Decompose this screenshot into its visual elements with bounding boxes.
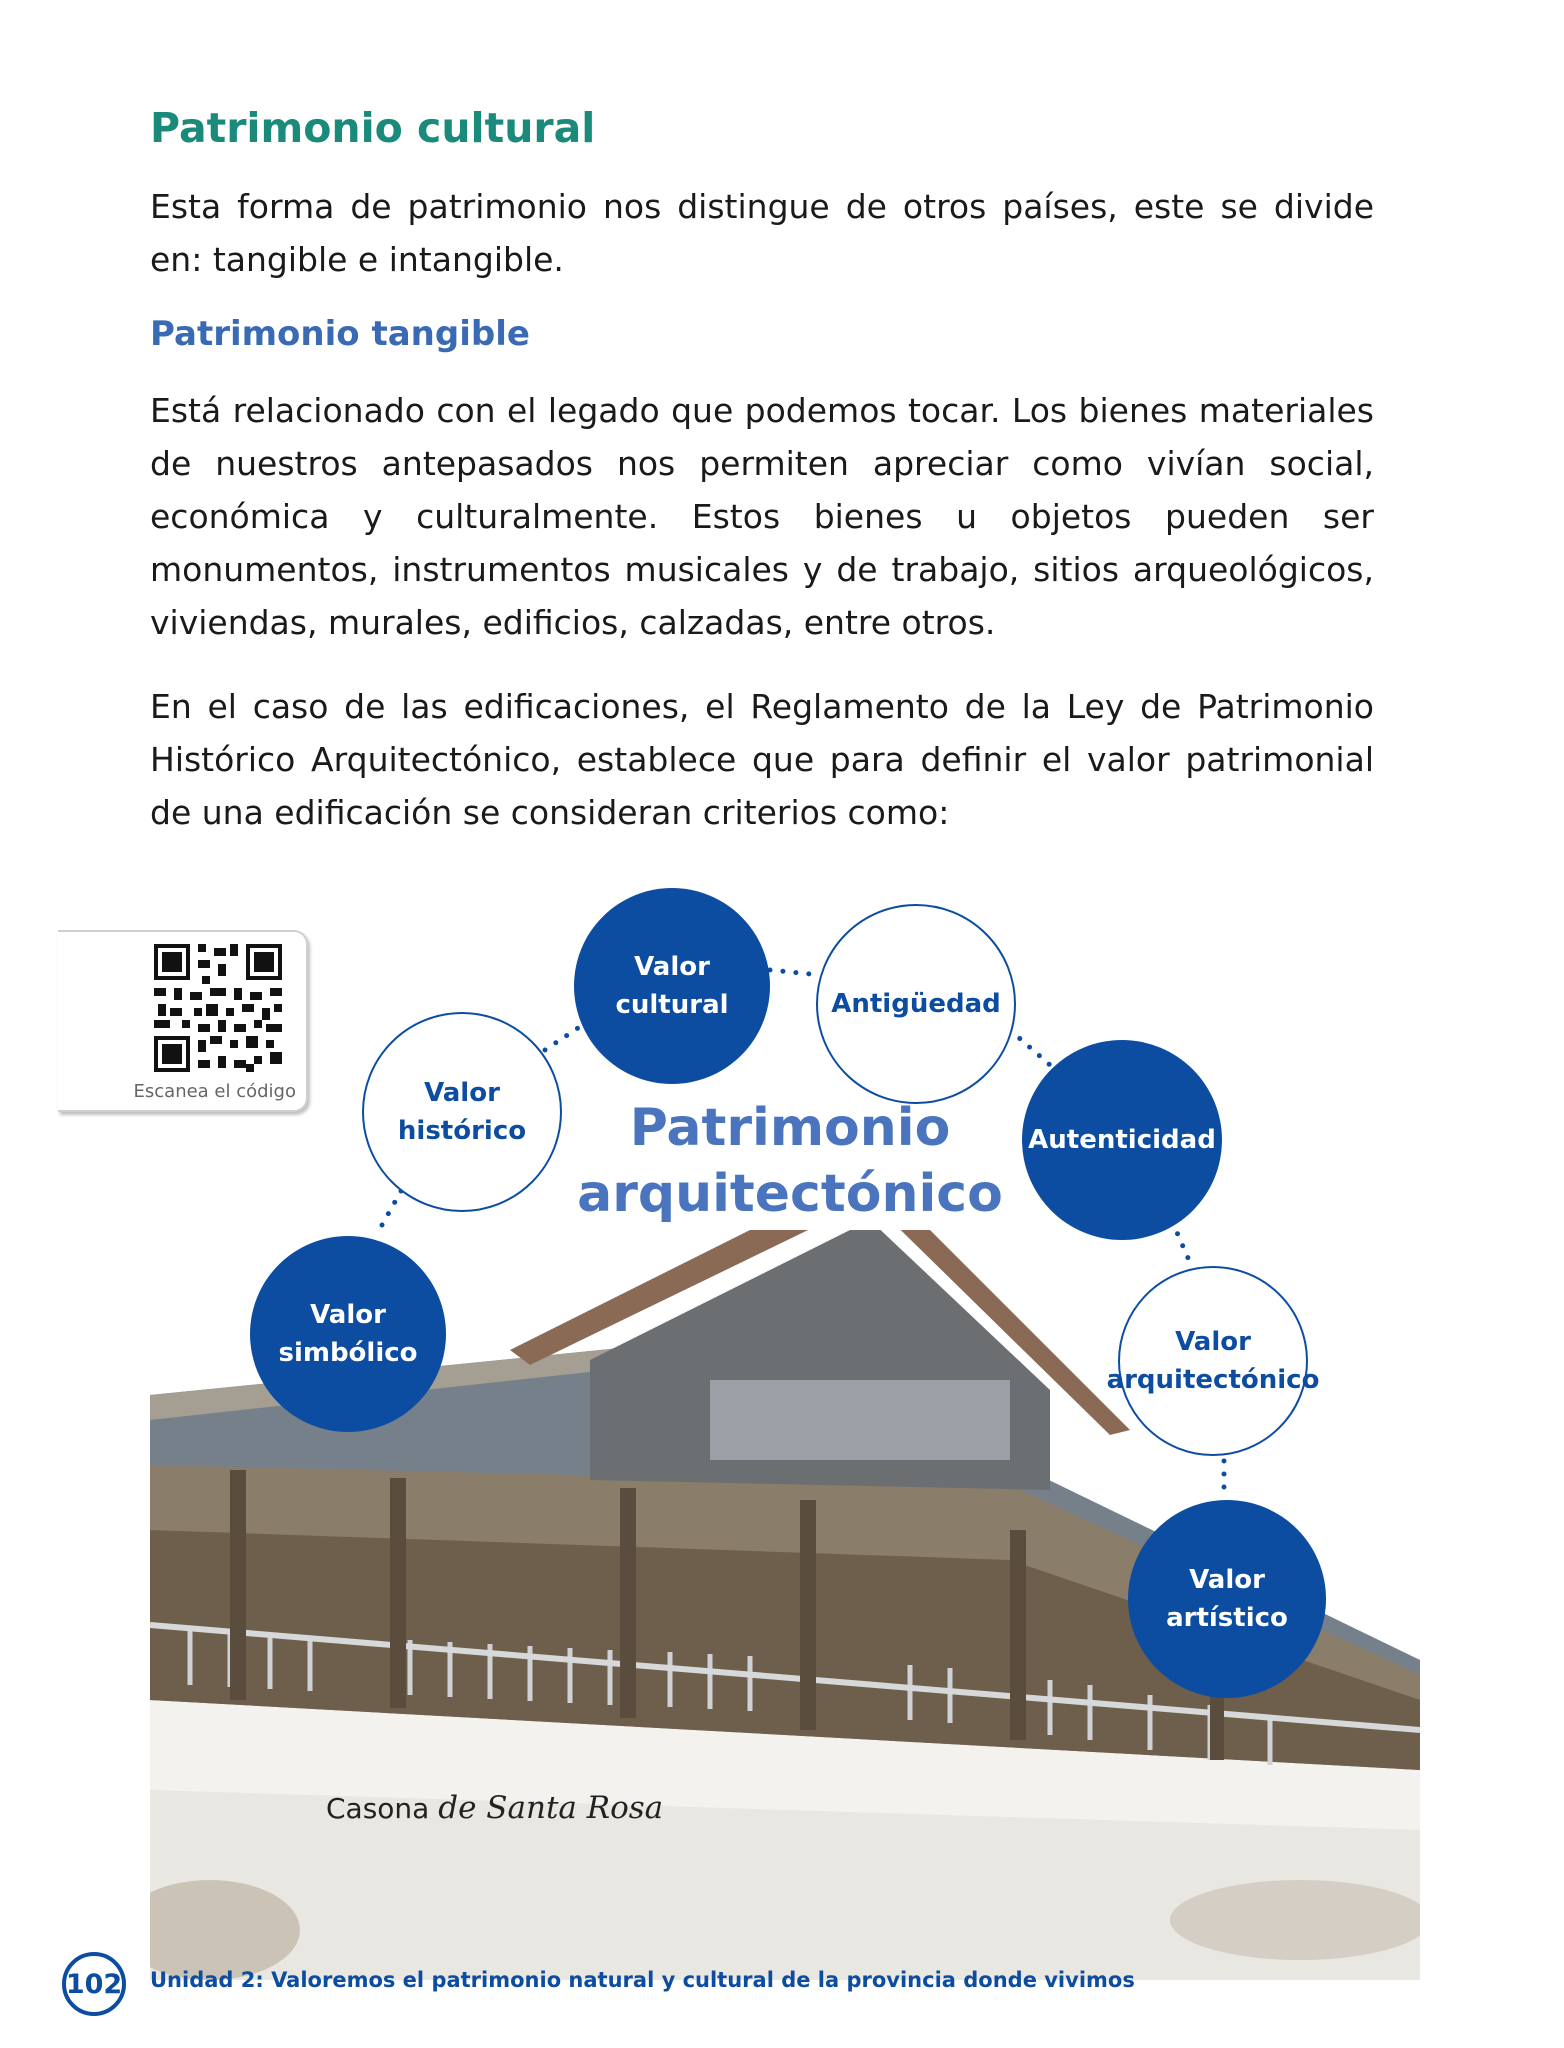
- photo-caption-italic: de Santa Rosa: [438, 1790, 664, 1826]
- criterion-valor-arquitectonico: Valor arquitectónico: [1118, 1266, 1308, 1456]
- heading-patrimonio-cultural: Patrimonio cultural: [150, 104, 596, 152]
- paragraph-tangible: Está relacionado con el legado que podemos tocar. Los bienes materiales de nuestros antepasados nos permiten apreciar como vivían social, económica y culturalmente. Estos bienes u objetos pueden ser monumentos, instrumentos musicales y de trabajo, sitios arqueológicos, viviendas, murales, edificios, calzadas, entre otros.: [150, 391, 1374, 642]
- diagram-center-title: Patrimonio arquitectónico: [577, 1098, 1003, 1224]
- photo-caption: [326, 1790, 663, 1826]
- heading-patrimonio-tangible: Patrimonio tangible: [150, 314, 530, 354]
- paragraph-edificaciones: En el caso de las edificaciones, el Reglamento de la Ley de Patrimonio Histórico Arquitectónico, establece que para definir el valor patrimonial de una edificación se consideran criterios como:: [150, 687, 1374, 832]
- criterion-valor-simbolico: Valor simbólico: [250, 1236, 446, 1432]
- criterion-antiguedad: Antigüedad: [816, 904, 1016, 1104]
- criterion-valor-artistico: Valor artístico: [1128, 1500, 1326, 1698]
- paragraph-cultural: Esta forma de patrimonio nos distingue de otros países, este se divide en: tangible e intangible.: [150, 187, 1374, 279]
- criterion-valor-cultural: Valor cultural: [574, 888, 770, 1084]
- criterion-valor-historico: Valor histórico: [362, 1012, 562, 1212]
- unit-title: Unidad 2: Valoremos el patrimonio natural y cultural de la provincia donde vivimos: [150, 1968, 1135, 1992]
- criterion-autenticidad: Autenticidad: [1022, 1040, 1222, 1240]
- photo-caption-plain: Casona: [326, 1792, 430, 1825]
- qr-caption: Escanea el código: [133, 1081, 296, 1102]
- page-number: 102: [62, 1952, 126, 2016]
